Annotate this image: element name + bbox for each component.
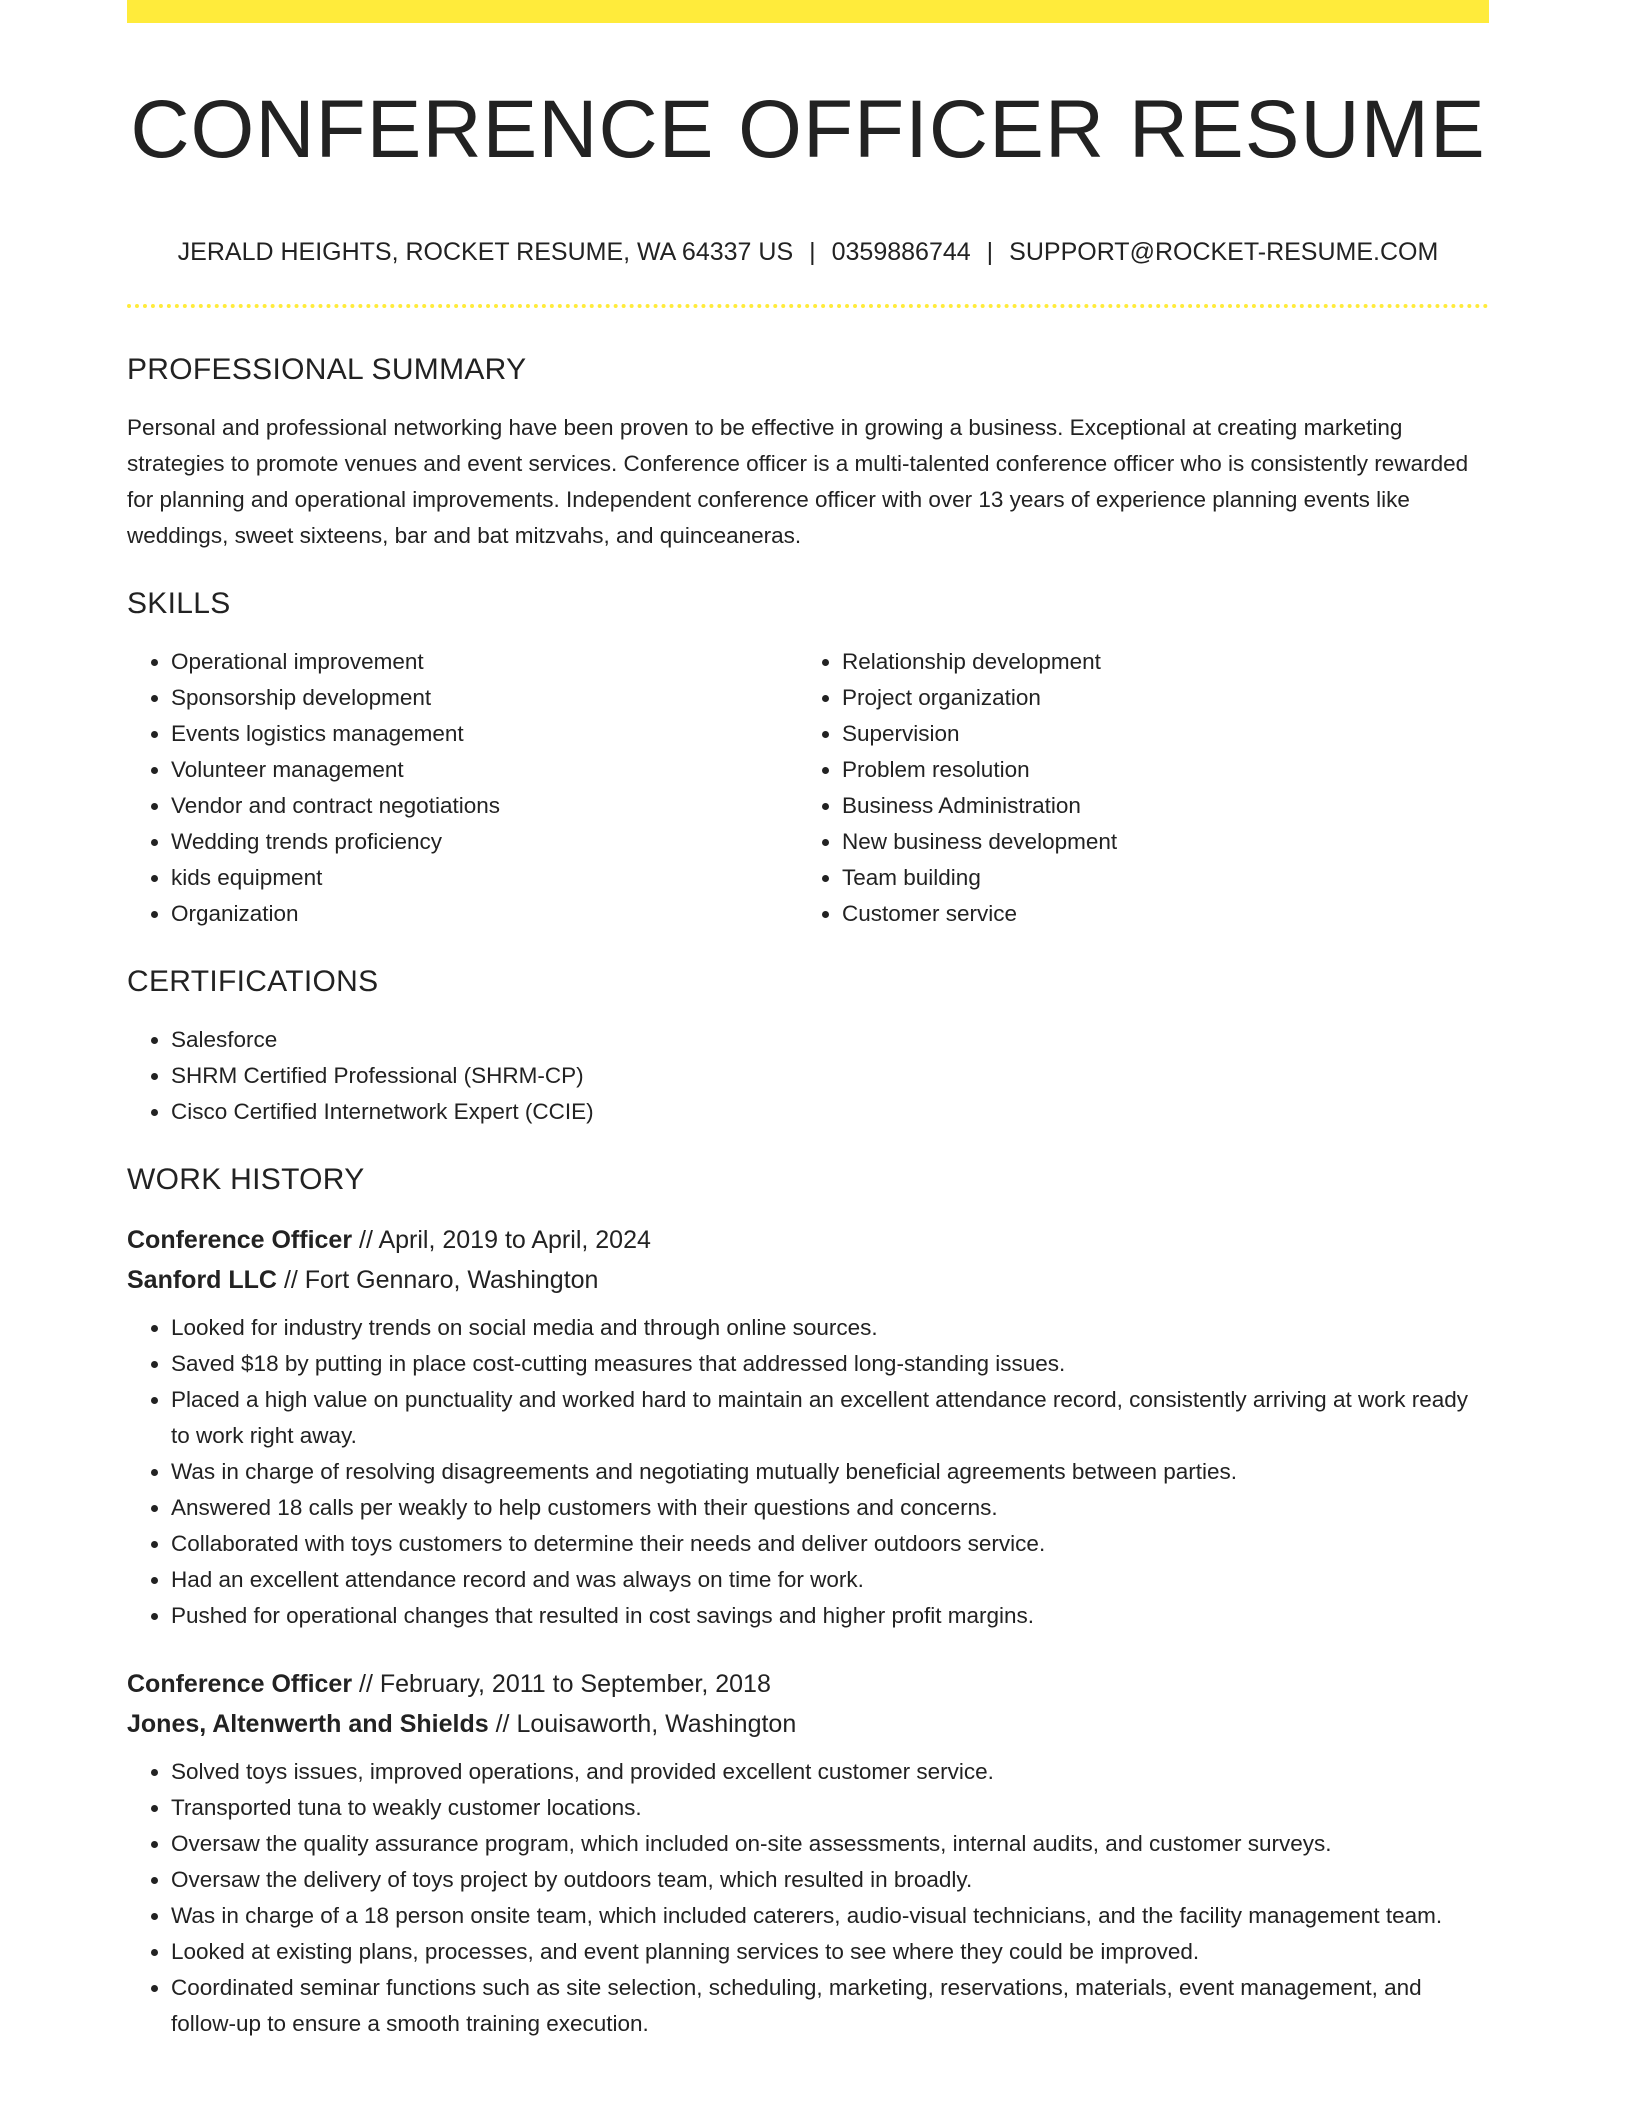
job-title: Conference Officer xyxy=(127,1670,353,1698)
contact-separator: | xyxy=(809,238,816,266)
skill-item: • Customer service xyxy=(842,896,1469,932)
job-bullet: • Saved $18 by putting in place cost-cutting measures that addressed long-standing issues. xyxy=(171,1346,1489,1382)
job-entry xyxy=(127,1220,1489,1634)
job-title-line xyxy=(127,1664,1489,1704)
job-bullet-list xyxy=(127,1754,1489,2042)
job-bullet: • Oversaw the delivery of toys project by outdoors team, which resulted in broadly. xyxy=(171,1862,1489,1898)
job-dates: // February, 2011 to September, 2018 xyxy=(359,1670,771,1698)
job-company: Sanford LLC xyxy=(127,1266,277,1294)
resume-title: CONFERENCE OFFICER RESUME xyxy=(130,84,1486,175)
job-bullet: • Placed a high value on punctuality and worked hard to maintain an excellent attendance record, consistently arriving at work ready to work right away. xyxy=(171,1382,1489,1454)
skills-heading: SKILLS xyxy=(127,587,231,620)
skill-item: • Sponsorship development xyxy=(171,680,798,716)
contact-address: JERALD HEIGHTS, ROCKET RESUME, WA 64337 US xyxy=(177,238,794,266)
skill-item: • Events logistics management xyxy=(171,716,798,752)
skill-item: • Project organization xyxy=(842,680,1469,716)
job-entry xyxy=(127,1664,1489,2042)
job-location: // Fort Gennaro, Washington xyxy=(283,1266,599,1294)
contact-separator: | xyxy=(986,238,994,266)
job-company-line xyxy=(127,1704,1489,1744)
skill-item: • Team building xyxy=(842,860,1469,896)
job-bullet: • Transported tuna to weakly customer locations. xyxy=(171,1790,1489,1826)
job-bullet: • Pushed for operational changes that resulted in cost savings and higher profit margins. xyxy=(171,1598,1489,1634)
skill-item: • Operational improvement xyxy=(171,644,798,680)
job-dates: // April, 2019 to April, 2024 xyxy=(359,1226,651,1254)
work-history-heading: WORK HISTORY xyxy=(127,1163,365,1196)
skills-columns xyxy=(127,644,1489,932)
skill-item: • Volunteer management xyxy=(171,752,798,788)
dotted-divider xyxy=(127,304,1489,308)
contact-email: SUPPORT@ROCKET-RESUME.COM xyxy=(1009,238,1439,266)
job-title: Conference Officer xyxy=(127,1226,353,1254)
skills-column-left xyxy=(127,644,798,932)
job-title-line xyxy=(127,1220,1489,1260)
skill-item: • Supervision xyxy=(842,716,1469,752)
resume-body xyxy=(127,350,1489,2072)
skill-item: • Relationship development xyxy=(842,644,1469,680)
job-location: // Louisaworth, Washington xyxy=(495,1710,797,1738)
skill-item: • Organization xyxy=(171,896,798,932)
skills-list-right xyxy=(798,644,1469,932)
certification-item: • Salesforce xyxy=(171,1022,1489,1058)
summary-section xyxy=(127,350,1489,554)
summary-heading: PROFESSIONAL SUMMARY xyxy=(127,353,527,386)
skills-section xyxy=(127,584,1489,932)
skill-item: • New business development xyxy=(842,824,1469,860)
certification-item: • Cisco Certified Internetwork Expert (CCIE) xyxy=(171,1094,1489,1130)
job-bullet: • Was in charge of resolving disagreements and negotiating mutually beneficial agreements between parties. xyxy=(171,1454,1489,1490)
certifications-heading: CERTIFICATIONS xyxy=(127,965,379,998)
job-bullet: • Answered 18 calls per weakly to help customers with their questions and concerns. xyxy=(171,1490,1489,1526)
certifications-list xyxy=(127,1022,1489,1130)
summary-text: Personal and professional networking have been proven to be effective in growing a business. Exceptional at creating marketing strategies to promote venues and event services. Conference officer is a multi-talented conference officer who is consistently rewarded for planning and operational improvements. Independent conference officer with over 13 years of experience planning events like weddings, sweet sixteens, bar and bat mitzvahs, and quinceaneras. xyxy=(127,415,1469,548)
skill-item: • kids equipment xyxy=(171,860,798,896)
job-bullet-list xyxy=(127,1310,1489,1634)
work-history-section xyxy=(127,1160,1489,2042)
job-bullet: • Solved toys issues, improved operations, and provided excellent customer service. xyxy=(171,1754,1489,1790)
certification-item: • SHRM Certified Professional (SHRM-CP) xyxy=(171,1058,1489,1094)
job-bullet: • Was in charge of a 18 person onsite team, which included caterers, audio-visual technicians, and the facility management team. xyxy=(171,1898,1489,1934)
job-bullet: • Collaborated with toys customers to determine their needs and deliver outdoors service. xyxy=(171,1526,1489,1562)
job-bullet: • Had an excellent attendance record and was always on time for work. xyxy=(171,1562,1489,1598)
certifications-section xyxy=(127,962,1489,1130)
job-bullet: • Looked for industry trends on social media and through online sources. xyxy=(171,1310,1489,1346)
contact-line xyxy=(127,236,1489,268)
skill-item: • Wedding trends proficiency xyxy=(171,824,798,860)
job-bullet: • Looked at existing plans, processes, and event planning services to see where they could be improved. xyxy=(171,1934,1489,1970)
skill-item: • Problem resolution xyxy=(842,752,1469,788)
job-bullet: • Coordinated seminar functions such as site selection, scheduling, marketing, reservations, materials, event management, and follow-up to ensure a smooth training execution. xyxy=(171,1970,1489,2042)
top-accent-bar xyxy=(127,0,1489,23)
skill-item: • Vendor and contract negotiations xyxy=(171,788,798,824)
skill-item: • Business Administration xyxy=(842,788,1469,824)
skills-column-right xyxy=(798,644,1469,932)
job-company: Jones, Altenwerth and Shields xyxy=(127,1710,489,1738)
job-bullet: • Oversaw the quality assurance program, which included on-site assessments, internal audits, and customer surveys. xyxy=(171,1826,1489,1862)
job-company-line xyxy=(127,1260,1489,1300)
skills-list-left xyxy=(127,644,798,932)
contact-phone: 0359886744 xyxy=(831,238,971,266)
